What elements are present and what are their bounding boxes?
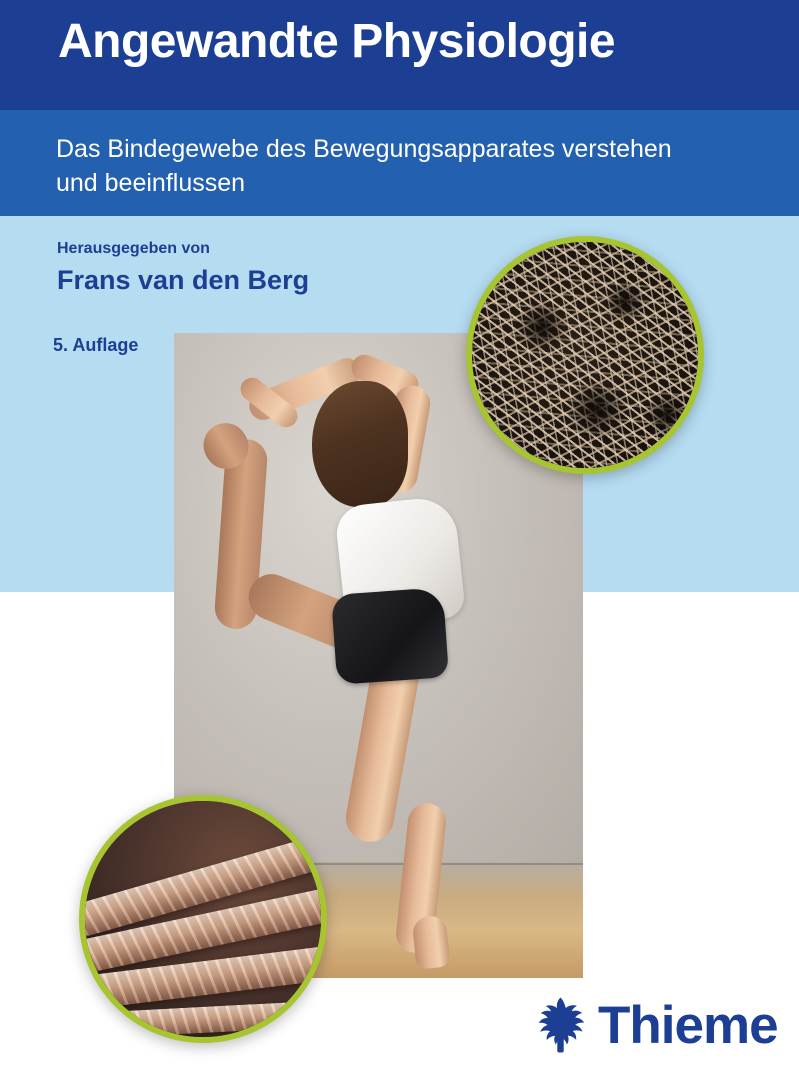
subtitle: Das Bindegewebe des Bewegungsapparates verstehen und beeinflussen — [56, 135, 672, 197]
edition-label: 5. Auflage — [53, 335, 139, 355]
fiber-dark-spot — [642, 392, 692, 437]
publisher-name: Thieme — [598, 995, 778, 1055]
editor-name: Frans van den Berg — [57, 265, 310, 295]
fiber-dark-spot — [562, 382, 632, 437]
fiber-dark-spot — [512, 302, 572, 352]
inset-collagen-micrograph — [466, 236, 704, 474]
fiber-dark-spot — [602, 282, 647, 322]
editor-label: Herausgegeben von — [57, 240, 210, 257]
dancer-hair — [312, 381, 408, 507]
thieme-tree-icon — [533, 995, 588, 1055]
publisher-logo — [533, 995, 778, 1055]
inset-collagen-bundle — [79, 795, 327, 1043]
dancer-foot-standing — [411, 914, 450, 969]
dancer-shorts — [331, 587, 449, 685]
page-title: Angewandte Physiologie — [58, 15, 616, 68]
